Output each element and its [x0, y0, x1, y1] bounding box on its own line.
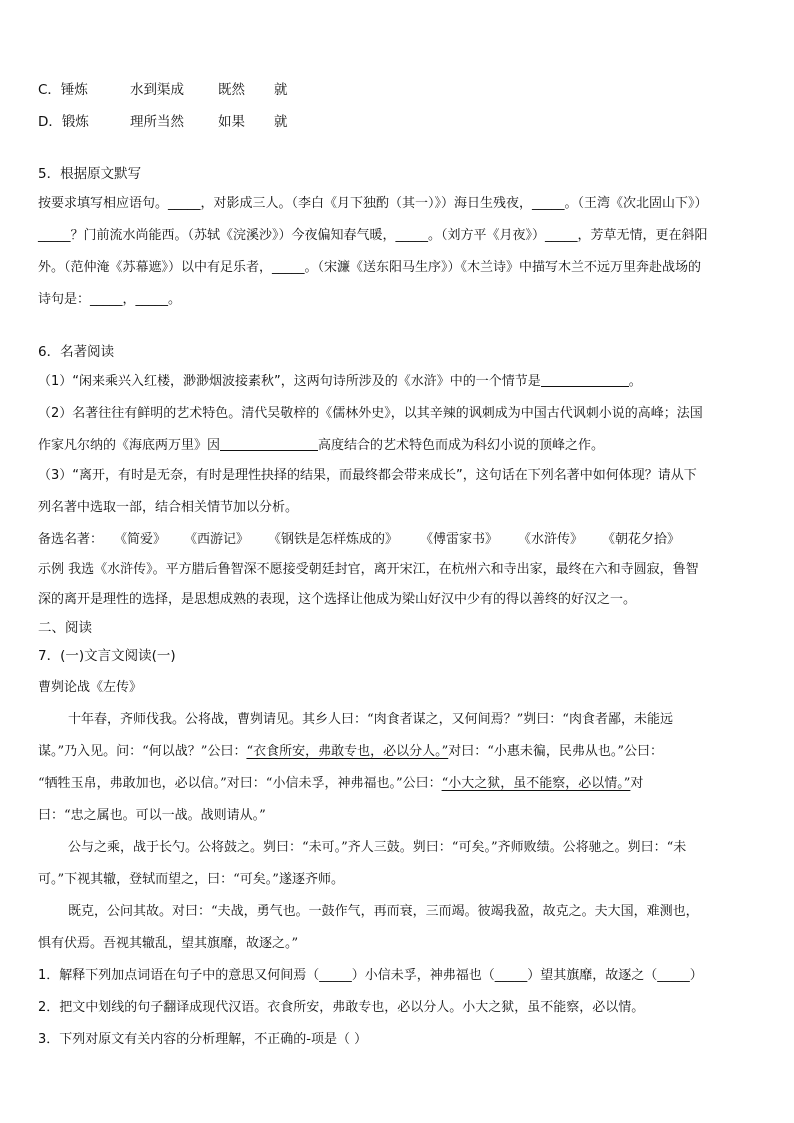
answer-blank: [541, 372, 629, 387]
q5-line: _____？门前流水尚能西。（苏轼《浣溪沙》）今夜偏知春气暖，_____。（刘方平《月夜》）_____，芳草无情，更在斜阳: [38, 228, 708, 243]
q6-part2-line1: （2）名著往往有鲜明的艺术特色。清代吴敬梓的《儒林外史》，以其辛辣的讽刺成为中国古代讽刺小说的高峰；法国: [38, 406, 703, 421]
option-c: C．锤炼 水到渠成 既然 就: [38, 82, 288, 98]
q6-part3-line1: （3）“离开，有时是无奈，有时是理性抉择的结果，而最终都会带来成长”，这句话在下列名著中如何体现？请从下: [38, 468, 697, 483]
passage-line: 惧有伏焉。吾视其辙乱，望其旗靡，故逐之。”: [38, 936, 299, 951]
passage-line: 谋。”乃入见。问：“何以战？”公曰：“衣食所安，弗敢专也，必以分人。”对曰：“小惠未徧，民弗从也。”公曰：: [38, 744, 664, 759]
q6-heading: 6．名著阅读: [38, 344, 115, 360]
option-d: D．锻炼 理所当然 如果 就: [38, 114, 288, 130]
q5-line: 按要求填写相应语句。_____，对影成三人。（李白《月下独酌（其一）》）海日生残夜，_____。（王湾《次北固山下》）: [38, 196, 708, 211]
passage-line: 十年春，齐师伐我。公将战，曹刿请见。其乡人曰：“肉食者谋之，又何间焉？”刿曰：“肉食者鄙，未能远: [68, 712, 673, 727]
q7-heading: 7．(一)文言文阅读(一): [38, 648, 176, 664]
q6-example-line2: 深的离开是理性的选择，是思想成熟的表现，这个选择让他成为梁山好汉中少有的得以善终的好汉之一。: [38, 592, 637, 607]
q5-heading: 5．根据原文默写: [38, 166, 142, 182]
q6-part3-line2: 列名著中选取一部，结合相关情节加以分析。: [38, 500, 299, 515]
q5-line: 外。（范仲淹《苏幕遮》）以中有足乐者，_____。（宋濂《送东阳马生序》）《木兰诗》中描写木兰不远万里奔赴战场的: [38, 260, 702, 275]
subquestion-1: 1．解释下列加点词语在句子中的意思又何间焉（_____）小信未孚，神弗福也（_____）望其旗靡，故逐之（_____）: [38, 968, 703, 983]
section-heading: 二、阅读: [38, 620, 92, 636]
q6-part2-line2: 作家凡尔纳的《海底两万里》因 高度结合的艺术特色而成为科幻小说的顶峰之作。: [38, 438, 605, 453]
q6-part1: （1）“闲来乘兴入红楼，渺渺烟波接素秋”，这两句诗所涉及的《水浒》中的一个情节是 。: [38, 374, 642, 389]
passage-line: 公与之乘，战于长勺。公将鼓之。刿曰：“未可。”齐人三鼓。刿曰：“可矣。”齐师败绩。公将驰之。刿曰：“未: [68, 840, 687, 855]
subquestion-2: 2．把文中划线的句子翻译成现代汉语。衣食所安，弗敢专也，必以分人。小大之狱，虽不能察，必以情。: [38, 1000, 645, 1015]
underlined-sentence: “小大之狱，虽不能察，必以情。”: [441, 776, 631, 791]
q5-line: 诗句是：_____，_____。: [38, 292, 182, 307]
q6-example-line1: 示例 我选《水浒传》。平方腊后鲁智深不愿接受朝廷封官，离开宋江，在杭州六和寺出家，最终在六和寺圆寂，鲁智: [38, 562, 699, 577]
underlined-sentence: “衣食所安，弗敢专也，必以分人。”: [246, 744, 449, 759]
answer-blank: [220, 436, 318, 451]
subquestion-3: 3．下列对原文有关内容的分析理解，不正确的-项是（ ）: [38, 1032, 368, 1047]
passage-line: “牺牲玉帛，弗敢加也，必以信。”对曰：“小信未孚，神弗福也。”公曰：“小大之狱，虽不能察，必以情。”对: [38, 776, 644, 791]
passage-line: 可。”下视其辙，登轼而望之，曰：“可矣。”遂逐齐师。: [38, 872, 344, 887]
q6-book-list: 备选名著： 《简爱》 《西游记》 《钢铁是怎样炼成的》 《傅雷家书》 《水浒传》 《朝花夕拾》: [38, 532, 681, 547]
passage-line: 曰：“忠之属也。可以一战。战则请从。”: [38, 808, 266, 823]
passage-line: 既克，公问其故。对曰：“夫战，勇气也。一鼓作气，再而衰，三而竭。彼竭我盈，故克之。夫大国，难测也，: [68, 904, 699, 919]
passage-title: 曹刿论战《左传》: [38, 680, 143, 695]
